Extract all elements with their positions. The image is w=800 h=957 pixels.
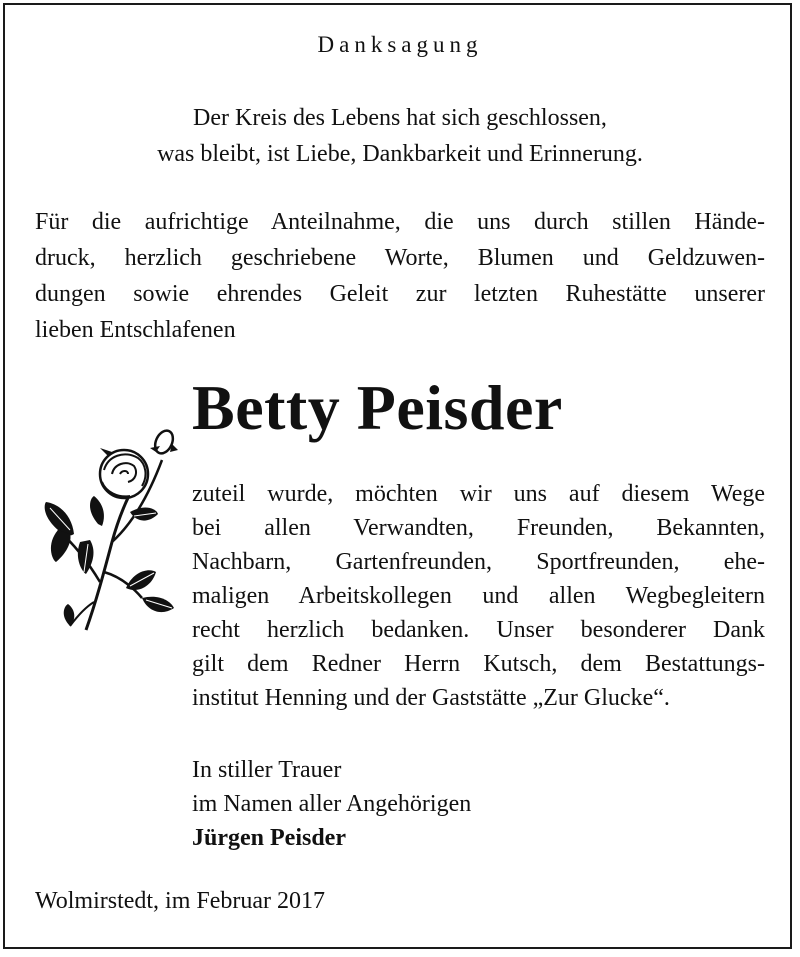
motto-line: Der Kreis des Lebens hat sich geschlossen, (193, 105, 607, 131)
thanks-line: recht herzlich bedanken. Unser besonderer Dank (192, 617, 765, 643)
motto-line: was bleibt, ist Liebe, Dankbarkeit und Erinnerung. (157, 141, 643, 167)
thanks-line: maligen Arbeitskollegen und allen Wegbegleitern (192, 583, 765, 609)
deceased-name: Betty Peisder (192, 372, 563, 443)
thanks-line: gilt dem Redner Herrn Kutsch, dem Bestattungs- (192, 651, 765, 677)
thanks-line: bei allen Verwandten, Freunden, Bekannten, (192, 515, 765, 541)
intro-line: druck, herzlich geschriebene Worte, Blumen und Geldzuwen- (35, 245, 765, 271)
rose-icon (38, 412, 188, 632)
closing-block (192, 753, 471, 855)
intro-paragraph (35, 204, 765, 348)
closing-line: In stiller Trauer (192, 757, 342, 783)
signer-name: Jürgen Peisder (192, 825, 346, 851)
intro-line: lieben Entschlafenen (35, 317, 236, 343)
thanks-line: Nachbarn, Gartenfreunden, Sportfreunden, ehe- (192, 549, 765, 575)
thanks-line: zuteil wurde, möchten wir uns auf diesem Wege (192, 481, 765, 507)
motto (0, 100, 800, 172)
thanks-line: institut Henning und der Gaststätte „Zur Glucke“. (192, 685, 670, 711)
closing-line: im Namen aller Angehörigen (192, 791, 472, 817)
place-date: Wolmirstedt, im Februar 2017 (35, 888, 326, 914)
intro-line: Für die aufrichtige Anteilnahme, die uns durch stillen Hände- (35, 209, 765, 235)
thanks-paragraph (192, 477, 765, 715)
notice-heading: Danksagung (317, 32, 483, 57)
intro-line: dungen sowie ehrendes Geleit zur letzten Ruhestätte unserer (35, 281, 765, 307)
